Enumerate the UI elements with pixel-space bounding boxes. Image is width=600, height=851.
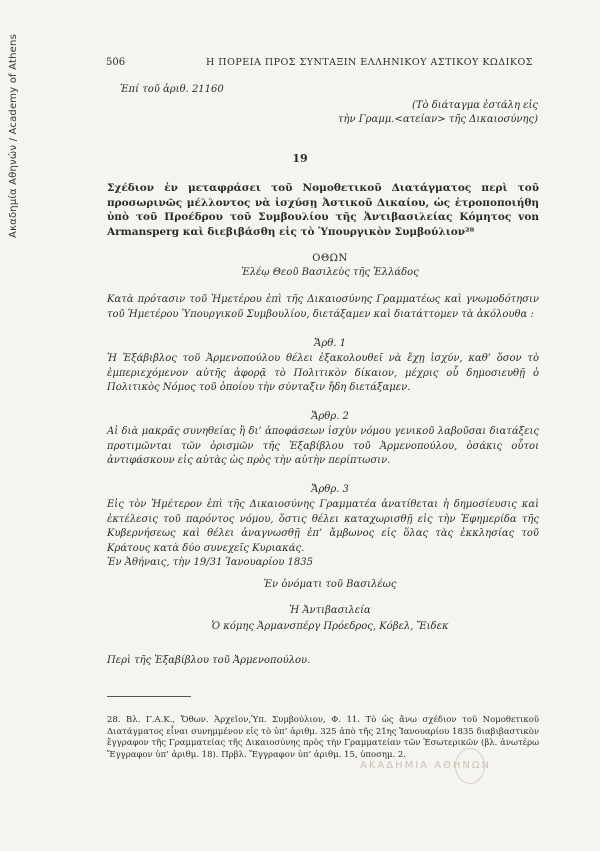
article-3-heading: Ἄρθρ. 3 (311, 484, 349, 495)
academy-watermark: ΑΚΑΔΗΜΙΑ ΑΘΗΝΩΝ (360, 760, 492, 771)
footnote-divider (107, 696, 191, 697)
article-2-text: Αἱ διὰ μακρᾶς συνηθείας ἢ δι’ ἀποφάσεων ἰσχὺν νόμου γενικοῦ λαβοῦσαι διατάξεις προτιμῶνται τῶν ὁρισμῶν τῆς Ἑξαβίβλου τοῦ Ἀρμενοπούλου, ὁσάκις οὗτοι ἀντιφάσκουν εἰς αὐτὰς ὡς πρὸς τὴν αὐτὴν περίπτωσιν. (107, 426, 539, 466)
signatories: Ὁ κόμης Ἀρμανσπέργ Πρόεδρος, Κόβελ, Ἔιδεκ (211, 621, 449, 632)
document-title: Σχέδιον ἐν μεταφράσει τοῦ Νομοθετικοῦ Διατάγματος περὶ τοῦ προσωρινῶς μέλλοντος νὰ ἰσχύσῃ Ἀστικοῦ Δικαίου, ὡς ἐτροποποιήθη ὑπὸ τοῦ Προέδρου τοῦ Συμβουλίου τῆς Ἀντιβασιλείας Κόμητος von Armansperg καὶ διεβιβάσθη εἰς τὸ Ὑπουργικὸν Συμβούλιον²⁸ (107, 182, 539, 238)
archive-side-label: Ακαδημία Αθηνών / Academy of Athens (8, 34, 19, 238)
article-3-text: Εἰς τὸν Ἡμέτερον ἐπὶ τῆς Δικαιοσύνης Γραμματέα ἀνατίθεται ἡ δημοσίευσις καὶ ἐκτέλεσις τοῦ παρόντος νόμου, ὅστις θέλει καταχωρισθῇ εἰς τὴν Ἐφημερίδα τῆς Κυβερνήσεως καὶ θέλει ἀναγνωσθῇ ἐπ’ ἄμβωνος εἰς ὅλας τὰς ἐκκλησίας τοῦ Κράτους κατὰ δύο συνεχεῖς Κυριακάς. (107, 499, 539, 554)
preamble: Κατὰ πρότασιν τοῦ Ἡμετέρου ἐπὶ τῆς Δικαιοσύνης Γραμματέως καὶ γνωμοδότησιν τοῦ Ἡμετέρου Ὑπουργικοῦ Συμβουλίου, διετάξαμεν καὶ διατάττομεν τὰ ἀκόλουθα : (107, 294, 539, 320)
reference-line: Ἐπί τοῦ ἀριθ. 21160 (120, 84, 224, 95)
running-head: Η ΠΟΡΕΙΑ ΠΡΟΣ ΣΥΝΤΑΞΙΝ ΕΛΛΗΝΙΚΟΥ ΑΣΤΙΚΟΥ ΚΩΔΙΚΟΣ (206, 57, 534, 68)
dispatch-note-line-1: (Τὸ διάταγμα ἐστάλη εἰς (411, 100, 538, 111)
regency-heading: Ἡ Ἀντιβασιλεία (289, 605, 371, 616)
subject-line: Περὶ τῆς Ἑξαβίβλου τοῦ Ἀρμενοπούλου. (107, 655, 311, 666)
document-number: 19 (292, 152, 308, 165)
article-1-text: Ἡ Ἑξάβιβλος τοῦ Ἀρμενοπούλου θέλει ἐξακολουθεῖ νὰ ἔχῃ ἰσχύν, καθ’ ὅσον τὸ ἐμπεριεχόμενον αὐτῆς ἀφορᾷ τὸ Πολιτικὸν δίκαιον, μέχρις οὗ δημοσιευθῇ ὁ Πολιτικὸς Νόμος τοῦ ὁποίου τὴν σύνταξιν ἤδη διετάξαμεν. (107, 353, 539, 393)
king-name: ΟΘΩΝ (312, 253, 348, 264)
page-number: 506 (106, 57, 126, 68)
grace-formula: Ἐλέῳ Θεοῦ Βασιλεὺς τῆς Ἑλλάδος (241, 267, 419, 278)
watermark-emblem-icon (455, 748, 485, 784)
dispatch-note-line-2: τὴν Γραμμ.<ατείαν> τῆς Δικαιοσύνης) (337, 114, 538, 125)
article-2-heading: Ἄρθρ. 2 (311, 411, 349, 422)
in-name-of-king: Ἐν ὀνόματι τοῦ Βασιλέως (263, 579, 397, 590)
article-1-heading: Ἄρθ. 1 (314, 338, 346, 349)
footnote-28: 28. Βλ. Γ.Α.Κ., Ὄθων. Ἀρχεῖον,Ὑπ. Συμβούλιον, Φ. 11. Τὸ ὡς ἄνω σχέδιον τοῦ Νομοθετικοῦ Διατάγματος εἶναι συνημμένον εἰς τὸ ὑπ’ ἀριθμ. 325 ἀπὸ τῆς 21ης Ἰανουαρίου 1835 διαβιβαστικὸν ἔγγραφον τῆς Γραμματείας τῆς Δικαιοσύνης πρὸς τὴν Γραμματείαν τῶν Ἐσωτερικῶν (βλ. ἀνωτέρω Ἔγγραφον ὑπ’ ἀριθμ. 18). Πρβλ. Ἔγγραφον ὑπ’ ἀριθμ. 15, ὑποσημ. 2. (107, 715, 539, 760)
date-line: Ἐν Ἀθήναις, τὴν 19/31 Ἰανουαρίου 1835 (107, 557, 313, 568)
